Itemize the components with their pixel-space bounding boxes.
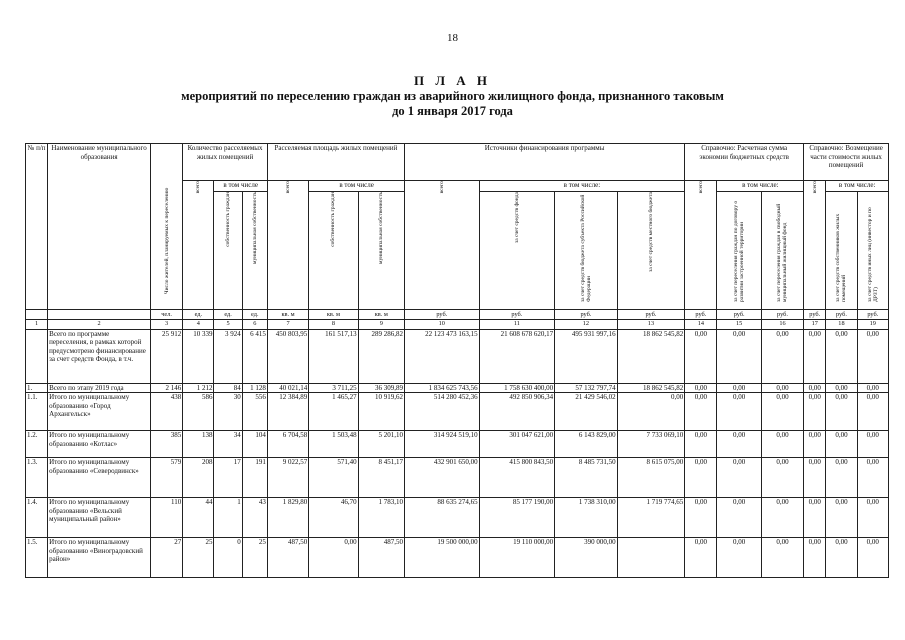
row-value: 7 733 069,10 xyxy=(617,431,685,458)
hdr-funding-group: Источники финансирования программы xyxy=(404,144,684,181)
row-value: 571,40 xyxy=(309,458,358,498)
row-value: 21 608 678 620,17 xyxy=(479,329,555,383)
row-value: 0,00 xyxy=(685,393,717,431)
table-row xyxy=(26,431,889,458)
row-value: 0,00 xyxy=(857,329,888,383)
row-value: 0,00 xyxy=(761,329,803,383)
row-value: 0,00 xyxy=(826,383,857,393)
row-value: 22 123 473 163,15 xyxy=(404,329,479,383)
row-value: 0,00 xyxy=(761,538,803,578)
hdr-area-incl: в том числе xyxy=(309,181,405,192)
hdr-fund-total: всего xyxy=(404,181,479,310)
hdr-economy-group: Справочно: Расчетная сумма экономии бюджетных средств xyxy=(685,144,804,181)
hdr-fund-fund: за счет средств фонда xyxy=(479,192,555,310)
row-value: 556 xyxy=(242,393,267,431)
row-value: 0,00 xyxy=(761,393,803,431)
row-value: 438 xyxy=(150,393,182,431)
unit-cell: чел. xyxy=(150,310,182,320)
unit-cell: кв. м xyxy=(358,310,404,320)
row-value: 1 829,80 xyxy=(267,498,308,538)
row-value: 0,00 xyxy=(717,458,761,498)
hdr-excess-group: Справочно: Возмещение части стоимости жилых помещений xyxy=(804,144,889,181)
row-value: 9 022,57 xyxy=(267,458,308,498)
row-value: 0,00 xyxy=(761,383,803,393)
row-code: 1. xyxy=(26,383,48,393)
row-value: 2 146 xyxy=(150,383,182,393)
column-number: 15 xyxy=(717,320,761,330)
row-value: 18 862 545,82 xyxy=(617,329,685,383)
unit-cell: руб. xyxy=(717,310,761,320)
row-value: 492 850 906,34 xyxy=(479,393,555,431)
header-row-1 xyxy=(26,144,889,181)
row-value: 25 xyxy=(242,538,267,578)
hdr-rooms-municipal: муниципальная собственность xyxy=(242,192,267,310)
table-body xyxy=(26,329,889,578)
title-plan: П Л А Н xyxy=(413,73,492,88)
row-value: 0,00 xyxy=(804,329,826,383)
row-value: 432 901 650,00 xyxy=(404,458,479,498)
units-row xyxy=(26,310,889,320)
column-numbers-row xyxy=(26,320,889,330)
table-row xyxy=(26,538,889,578)
hdr-area-total: всего xyxy=(267,181,308,310)
column-number: 5 xyxy=(214,320,242,330)
unit-cell: ед. xyxy=(214,310,242,320)
row-value: 1 128 xyxy=(242,383,267,393)
unit-cell: руб. xyxy=(685,310,717,320)
row-value: 208 xyxy=(183,458,214,498)
column-number: 8 xyxy=(309,320,358,330)
row-value: 0,00 xyxy=(717,329,761,383)
document-title xyxy=(0,73,905,119)
unit-cell: руб. xyxy=(479,310,555,320)
row-value: 19 110 000,00 xyxy=(479,538,555,578)
row-value: 1 719 774,65 xyxy=(617,498,685,538)
row-code: 1.1. xyxy=(26,393,48,431)
table-row xyxy=(26,383,889,393)
hdr-area-group: Расселяемая площадь жилых помещений xyxy=(267,144,404,181)
hdr-exc-incl: в том числе: xyxy=(826,181,889,192)
column-number: 17 xyxy=(804,320,826,330)
row-value: 514 280 452,36 xyxy=(404,393,479,431)
row-name: Итого по муниципальному образованию «Вельский муниципальный район» xyxy=(48,498,151,538)
row-value: 46,70 xyxy=(309,498,358,538)
column-number: 14 xyxy=(685,320,717,330)
row-value: 385 xyxy=(150,431,182,458)
row-value: 57 132 797,74 xyxy=(555,383,617,393)
column-number: 10 xyxy=(404,320,479,330)
row-value: 415 800 843,50 xyxy=(479,458,555,498)
row-value: 1 503,48 xyxy=(309,431,358,458)
row-value: 17 xyxy=(214,458,242,498)
hdr-rooms-total: всего xyxy=(183,181,214,310)
row-value: 0,00 xyxy=(717,431,761,458)
row-value: 0,00 xyxy=(685,383,717,393)
row-value: 3 711,25 xyxy=(309,383,358,393)
unit-cell: руб. xyxy=(404,310,479,320)
row-value: 21 429 546,02 xyxy=(555,393,617,431)
row-value: 0,00 xyxy=(617,393,685,431)
row-value: 30 xyxy=(214,393,242,431)
row-value: 450 803,95 xyxy=(267,329,308,383)
row-value: 0,00 xyxy=(804,383,826,393)
row-value: 44 xyxy=(183,498,214,538)
row-value: 0,00 xyxy=(717,538,761,578)
row-value: 110 xyxy=(150,498,182,538)
row-value: 138 xyxy=(183,431,214,458)
hdr-rooms-incl: в том числе xyxy=(214,181,267,192)
unit-cell: руб. xyxy=(857,310,888,320)
hdr-exc-total: всего xyxy=(804,181,826,310)
row-value: 0,00 xyxy=(685,458,717,498)
row-name: Итого по муниципальному образованию «Котлас» xyxy=(48,431,151,458)
hdr-fund-local: за счет средств местного бюджета xyxy=(617,192,685,310)
row-value: 0,00 xyxy=(857,538,888,578)
table-row xyxy=(26,329,889,383)
hdr-name: Наименование муниципального образования xyxy=(48,144,151,310)
row-value: 1 212 xyxy=(183,383,214,393)
row-name: Итого по муниципальному образованию «Виноградовский район» xyxy=(48,538,151,578)
unit-cell: ед. xyxy=(242,310,267,320)
column-number: 11 xyxy=(479,320,555,330)
column-number: 1 xyxy=(26,320,48,330)
title-line-3: до 1 января 2017 года xyxy=(392,104,513,118)
hdr-fund-subject: за счет средств бюджета субъекта Российской Федерации xyxy=(555,192,617,310)
column-number: 4 xyxy=(183,320,214,330)
row-value: 0,00 xyxy=(826,498,857,538)
row-value: 0,00 xyxy=(804,458,826,498)
hdr-num: № п/п xyxy=(26,144,48,310)
relocation-plan-table xyxy=(25,143,889,578)
column-number: 9 xyxy=(358,320,404,330)
row-code: 1.2. xyxy=(26,431,48,458)
column-number: 19 xyxy=(857,320,888,330)
row-value: 5 201,10 xyxy=(358,431,404,458)
row-value: 0,00 xyxy=(761,458,803,498)
row-value: 495 931 997,16 xyxy=(555,329,617,383)
unit-cell: кв. м xyxy=(267,310,308,320)
row-value: 0,00 xyxy=(857,383,888,393)
row-value: 25 912 xyxy=(150,329,182,383)
row-value: 8 615 075,00 xyxy=(617,458,685,498)
row-value: 0,00 xyxy=(761,431,803,458)
row-value: 34 xyxy=(214,431,242,458)
row-value: 1 834 625 743,56 xyxy=(404,383,479,393)
row-value: 0,00 xyxy=(857,393,888,431)
row-value: 10 919,62 xyxy=(358,393,404,431)
unit-cell: руб. xyxy=(804,310,826,320)
row-value: 6 415 xyxy=(242,329,267,383)
column-number: 7 xyxy=(267,320,308,330)
column-number: 16 xyxy=(761,320,803,330)
hdr-fund-incl: в том числе: xyxy=(479,181,685,192)
row-value: 6 704,58 xyxy=(267,431,308,458)
row-value: 0,00 xyxy=(761,498,803,538)
row-value: 0,00 xyxy=(857,498,888,538)
hdr-residents: Число жителей, планируемых к переселению xyxy=(150,144,182,310)
row-value: 390 000,00 xyxy=(555,538,617,578)
row-value: 487,50 xyxy=(358,538,404,578)
row-value: 191 xyxy=(242,458,267,498)
row-value xyxy=(617,538,685,578)
page-number: 18 xyxy=(447,32,458,44)
row-value: 85 177 190,00 xyxy=(479,498,555,538)
row-value: 104 xyxy=(242,431,267,458)
row-value: 10 339 xyxy=(183,329,214,383)
table-row xyxy=(26,498,889,538)
row-value: 0,00 xyxy=(685,431,717,458)
row-value: 36 309,89 xyxy=(358,383,404,393)
row-value: 0,00 xyxy=(717,383,761,393)
row-value: 0,00 xyxy=(685,329,717,383)
row-name: Всего по программе переселения, в рамках которой предусмотрено финансирование за счет средств Фонда, в т.ч. xyxy=(48,329,151,383)
column-number: 6 xyxy=(242,320,267,330)
table-row xyxy=(26,458,889,498)
row-name: Всего по этапу 2019 года xyxy=(48,383,151,393)
row-value: 0,00 xyxy=(857,431,888,458)
column-number: 13 xyxy=(617,320,685,330)
row-value: 43 xyxy=(242,498,267,538)
row-value: 27 xyxy=(150,538,182,578)
row-value: 0,00 xyxy=(685,498,717,538)
row-value: 1 758 630 400,00 xyxy=(479,383,555,393)
row-value: 0,00 xyxy=(826,431,857,458)
row-code xyxy=(26,329,48,383)
row-value: 25 xyxy=(183,538,214,578)
hdr-econ-incl: в том числе: xyxy=(717,181,804,192)
hdr-exc-a: за счет средств собственников жилых помещений xyxy=(826,192,857,310)
row-value: 579 xyxy=(150,458,182,498)
row-value: 487,50 xyxy=(267,538,308,578)
unit-cell: руб. xyxy=(555,310,617,320)
unit-cell: руб. xyxy=(761,310,803,320)
unit-cell: ед. xyxy=(183,310,214,320)
row-value: 8 485 731,50 xyxy=(555,458,617,498)
row-value: 0,00 xyxy=(717,393,761,431)
row-value: 1 xyxy=(214,498,242,538)
title-line-2: мероприятий по переселению граждан из аварийного жилищного фонда, признанного таковым xyxy=(181,89,724,103)
row-value: 0,00 xyxy=(804,498,826,538)
row-value: 0 xyxy=(214,538,242,578)
hdr-area-citizens: собственность граждан xyxy=(309,192,358,310)
unit-cell: кв. м xyxy=(309,310,358,320)
column-number: 2 xyxy=(48,320,151,330)
hdr-area-municipal: муниципальная собственность xyxy=(358,192,404,310)
table-row xyxy=(26,393,889,431)
row-value: 0,00 xyxy=(717,498,761,538)
unit-cell: руб. xyxy=(617,310,685,320)
row-value: 0,00 xyxy=(826,393,857,431)
hdr-econ-a: за счет переселения граждан по договору о развитии застроенной территории xyxy=(717,192,761,310)
row-value: 6 143 829,00 xyxy=(555,431,617,458)
row-value: 18 862 545,82 xyxy=(617,383,685,393)
row-value: 0,00 xyxy=(826,329,857,383)
row-value: 1 465,27 xyxy=(309,393,358,431)
row-value: 586 xyxy=(183,393,214,431)
column-number: 12 xyxy=(555,320,617,330)
row-value: 289 286,82 xyxy=(358,329,404,383)
row-value: 314 924 519,10 xyxy=(404,431,479,458)
column-number: 3 xyxy=(150,320,182,330)
row-value: 8 451,17 xyxy=(358,458,404,498)
row-value: 84 xyxy=(214,383,242,393)
row-value: 0,00 xyxy=(804,538,826,578)
row-value: 0,00 xyxy=(826,458,857,498)
row-code: 1.4. xyxy=(26,498,48,538)
row-value: 3 924 xyxy=(214,329,242,383)
row-value: 0,00 xyxy=(309,538,358,578)
hdr-rooms-citizens: собственность граждан xyxy=(214,192,242,310)
row-value: 0,00 xyxy=(826,538,857,578)
row-value: 12 384,89 xyxy=(267,393,308,431)
row-value: 1 738 310,00 xyxy=(555,498,617,538)
row-name: Итого по муниципальному образованию «Город Архангельск» xyxy=(48,393,151,431)
row-value: 88 635 274,65 xyxy=(404,498,479,538)
hdr-exc-b: за счет средств иных лиц (инвестор и по ДРЗТ) xyxy=(857,192,888,310)
hdr-econ-total: всего xyxy=(685,181,717,310)
column-number: 18 xyxy=(826,320,857,330)
row-name: Итого по муниципальному образованию «Северодвинск» xyxy=(48,458,151,498)
row-value: 19 500 000,00 xyxy=(404,538,479,578)
row-value: 0,00 xyxy=(685,538,717,578)
row-code: 1.5. xyxy=(26,538,48,578)
row-code: 1.3. xyxy=(26,458,48,498)
row-value: 1 783,10 xyxy=(358,498,404,538)
hdr-rooms-group: Количество расселяемых жилых помещений xyxy=(183,144,268,181)
row-value: 161 517,13 xyxy=(309,329,358,383)
unit-cell: руб. xyxy=(826,310,857,320)
row-value: 40 021,14 xyxy=(267,383,308,393)
row-value: 301 047 621,00 xyxy=(479,431,555,458)
hdr-econ-b: за счет переселения граждан в свободный муниципальный жилищный фонд xyxy=(761,192,803,310)
row-value: 0,00 xyxy=(804,393,826,431)
row-value: 0,00 xyxy=(857,458,888,498)
row-value: 0,00 xyxy=(804,431,826,458)
